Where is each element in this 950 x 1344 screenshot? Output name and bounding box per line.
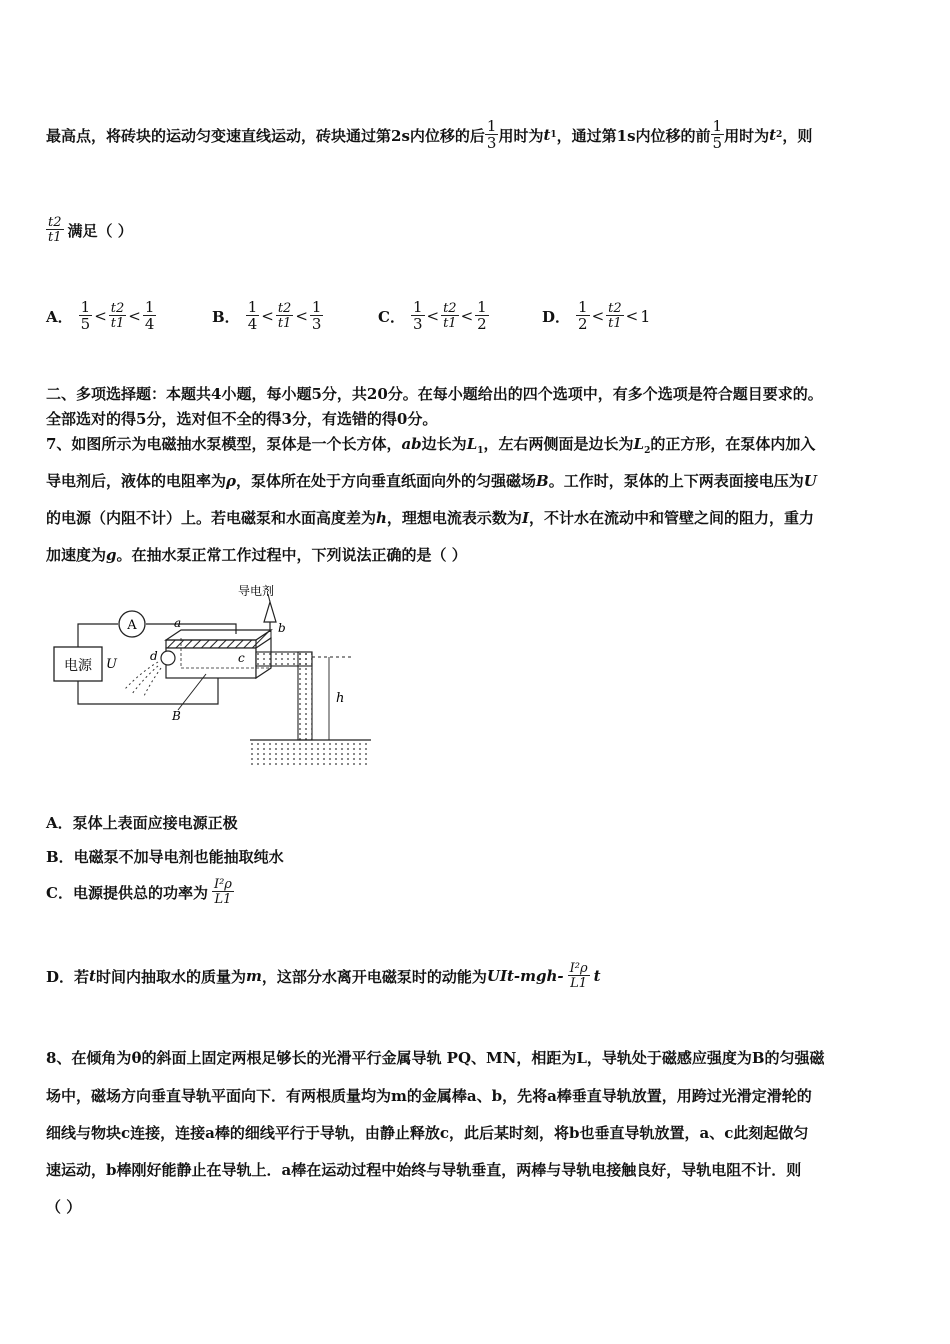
option-ratio: $\frac{t2}{t1}$ bbox=[277, 301, 292, 331]
label-B: B bbox=[172, 709, 181, 723]
pump-top-electrode bbox=[166, 640, 256, 648]
energy-formula-fraction: $\frac{\text{I²ρ}}{L1}$ bbox=[569, 961, 588, 991]
t2-symbol: t bbox=[769, 126, 777, 144]
label-d: d bbox=[150, 649, 158, 663]
q6-line1 bbox=[46, 100, 812, 170]
section2-header-line1: 二、多项选择题：本题共4小题，每小题5分，共20分。在每小题给出的四个选项中，有多个选项是符合题目要求的。 bbox=[46, 385, 823, 403]
pump-diagram bbox=[46, 582, 386, 777]
option-upper-value: 1 bbox=[640, 306, 651, 326]
option-upper-fraction: $\frac{1}{4}$ bbox=[144, 298, 155, 333]
power-source-label: 电源 bbox=[64, 658, 92, 674]
q8-line3: 细线与物块c连接，连接a棒的细线平行于导轨，由静止释放c，此后某时刻，将b也垂直导轨放置，a、c此刻起做匀 bbox=[46, 1124, 809, 1142]
label-b: b bbox=[278, 621, 286, 635]
q7-option-b: B．电磁泵不加导电剂也能抽取纯水 bbox=[46, 848, 284, 866]
option-a: A． $\frac{1}{5}$ < $\frac{t2}{t1}$ < $\frac{1}{4}$ bbox=[46, 298, 155, 333]
q7-line2: 导电剂后，液体的电阻率为ρ，泵体所在处于方向垂直纸面向外的匀强磁场B。工作时，泵体的上下两表面接电压为U bbox=[46, 472, 817, 490]
option-ratio: $\frac{t2}{t1}$ bbox=[443, 301, 457, 331]
option-label: A． bbox=[46, 307, 73, 326]
option-label: B． bbox=[212, 307, 240, 326]
q7-option-a: A．泵体上表面应接电源正极 bbox=[46, 814, 238, 832]
q6-line2 bbox=[46, 216, 133, 244]
fraction-one-fifth: $\frac{1}{5}$ bbox=[712, 117, 723, 152]
q6-text-satisfy: 满足（ ） bbox=[67, 221, 133, 240]
option-label: D． bbox=[542, 307, 571, 326]
option-d: D． $\frac{1}{2}$ < $\frac{t2}{t1}$ < 1 bbox=[542, 298, 651, 333]
ammeter-label: A bbox=[127, 618, 137, 633]
option-ratio: $\frac{t2}{t1}$ bbox=[110, 301, 125, 331]
q7-line4: 加速度为g。在抽水泵正常工作过程中，下列说法正确的是（ ） bbox=[46, 546, 467, 564]
option-upper-fraction: $\frac{1}{2}$ bbox=[477, 298, 487, 333]
q8-line1: 8、在倾角为θ的斜面上固定两根足够长的光滑平行金属导轨 PQ、MN，相距为L，导轨处于磁感应强度为B的匀强磁 bbox=[46, 1049, 825, 1067]
q6-text-5: ，则 bbox=[782, 126, 813, 145]
dropper-icon bbox=[264, 602, 276, 622]
height-label: h bbox=[336, 691, 345, 706]
conductive-agent-label: 导电剂 bbox=[238, 584, 275, 598]
option-lower-fraction: $\frac{1}{4}$ bbox=[247, 298, 258, 333]
ratio-t2-t1: $\frac{t2}{t1}$ bbox=[48, 215, 62, 245]
t1-symbol: t bbox=[543, 126, 551, 144]
power-formula-fraction: $\frac{\text{I²ρ}}{L1}$ bbox=[213, 877, 232, 907]
section2-header-line2: 全部选对的得5分，选对但不全的得3分，有选错的得0分。 bbox=[46, 410, 438, 428]
q6-text-2: 用时为 bbox=[498, 126, 544, 145]
q8-line5: （ ） bbox=[46, 1198, 82, 1216]
pump-inlet bbox=[161, 651, 175, 665]
option-label: C． bbox=[378, 307, 405, 326]
q8-line2: 场中，磁场方向垂直导轨平面向下．有两根质量均为m的金属棒a、b，先将a棒垂直导轨放置，用跨过光滑定滑轮的 bbox=[46, 1087, 812, 1105]
q6-text-4: 用时为 bbox=[724, 126, 770, 145]
q6-text-1: 最高点，将砖块的运动匀变速直线运动，砖块通过第2s内位移的后 bbox=[46, 126, 485, 145]
q8-line4: 速运动，b棒刚好能静止在导轨上．a棒在运动过程中始终与导轨垂直，两棒与导轨电接触良好，导轨电阻不计．则 bbox=[46, 1161, 802, 1179]
label-a: a bbox=[174, 616, 182, 630]
option-lower-fraction: $\frac{1}{2}$ bbox=[578, 298, 588, 333]
option-c: C． $\frac{1}{3}$ < $\frac{t2}{t1}$ < $\frac{1}{2}$ bbox=[378, 298, 487, 333]
option-lower-fraction: $\frac{1}{3}$ bbox=[412, 298, 423, 333]
option-b: B． $\frac{1}{4}$ < $\frac{t2}{t1}$ < $\frac{1}{3}$ bbox=[212, 298, 322, 333]
q7-line1: 7、如图所示为电磁抽水泵模型，泵体是一个长方体，ab边长为$L_1$，左右两侧面是边长为$L_2$的正方形，在泵体内加入 bbox=[46, 435, 816, 456]
fraction-one-third: $\frac{1}{3}$ bbox=[486, 117, 497, 152]
q7-line3: 的电源（内阻不计）上。若电磁泵和水面高度差为h，理想电流表示数为I，不计水在流动中和管壁之间的阻力，重力 bbox=[46, 509, 814, 527]
option-lower-fraction: $\frac{1}{5}$ bbox=[80, 298, 91, 333]
q6-text-3: ，通过第1s内位移的前 bbox=[556, 126, 711, 145]
t1-subscript: 1 bbox=[550, 130, 557, 140]
q7-option-c: C．电源提供总的功率为 $\frac{\text{I²ρ}}{L1}$ bbox=[46, 877, 232, 907]
outlet-pipe-vertical bbox=[298, 652, 312, 740]
voltage-label: U bbox=[106, 657, 117, 672]
option-upper-fraction: $\frac{1}{3}$ bbox=[311, 298, 322, 333]
label-c: c bbox=[238, 651, 245, 665]
t2-subscript: 2 bbox=[776, 130, 783, 140]
option-ratio: $\frac{t2}{t1}$ bbox=[608, 301, 622, 331]
q7-option-d: D．若 t 时间内抽取水的质量为 m ，这部分水离开电磁泵时的动能为 UIt-mgh- $\frac{\text{I²ρ}}{L1}$ t bbox=[46, 961, 601, 991]
